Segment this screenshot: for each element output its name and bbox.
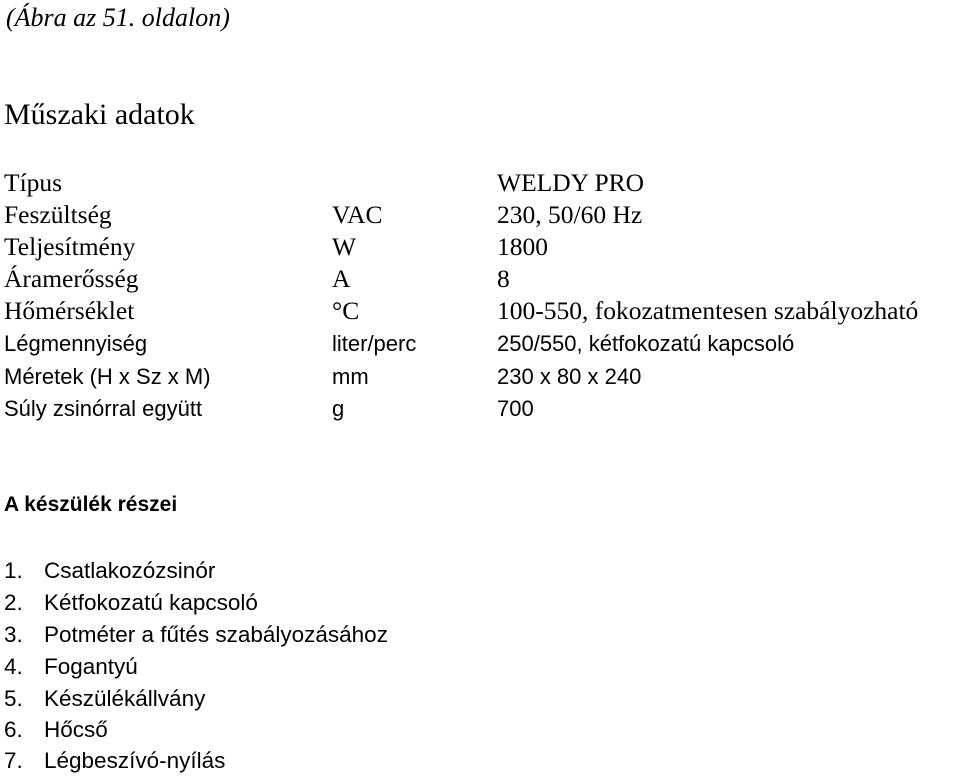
spec-unit: A: [332, 264, 351, 293]
spec-row-airflow: [0, 333, 960, 365]
spec-value: 230, 50/60 Hz: [497, 200, 643, 229]
spec-label: Súly zsinórral együtt: [4, 396, 203, 421]
spec-label: Légmennyiség: [4, 331, 148, 356]
spec-unit: liter/perc: [332, 331, 417, 356]
list-item-label: Hőcső: [44, 717, 108, 742]
list-item-label: Légbeszívó-nyílás: [44, 748, 226, 773]
list-item: [4, 624, 388, 647]
spec-row-dimensions: [0, 366, 960, 398]
spec-label: Feszültség: [4, 200, 112, 229]
list-item-label: Készülékállvány: [44, 686, 206, 711]
list-item: [4, 656, 138, 679]
spec-label: Áramerősség: [4, 264, 139, 293]
list-item: [4, 750, 225, 773]
spec-label: Hőmérséklet: [4, 296, 135, 325]
spec-row-weight: [0, 398, 960, 430]
list-item: [4, 592, 258, 615]
spec-value: 250/550, kétfokozatú kapcsoló: [497, 331, 795, 356]
spec-label: Típus: [4, 168, 63, 197]
spec-unit: °C: [332, 296, 360, 325]
spec-label: Teljesítmény: [4, 232, 136, 261]
list-item-number: 6.: [4, 717, 23, 742]
list-item-number: 5.: [4, 686, 23, 711]
spec-value: 8: [497, 264, 510, 293]
list-item-number: 2.: [4, 590, 23, 615]
list-item-label: Fogantyú: [44, 654, 138, 679]
spec-row-type: [0, 170, 960, 202]
spec-value: 100-550, fokozatmentesen szabályozható: [497, 296, 919, 325]
list-item: [4, 719, 108, 742]
spec-unit: mm: [332, 364, 369, 389]
list-item-label: Csatlakozózsinór: [44, 558, 216, 583]
list-item-label: Kétfokozatú kapcsoló: [44, 590, 258, 615]
spec-value: WELDY PRO: [497, 168, 645, 197]
spec-row-voltage: [0, 202, 960, 234]
list-item: [4, 688, 205, 711]
spec-row-temperature: [0, 298, 960, 330]
spec-unit: W: [332, 232, 357, 261]
page-caption: (Ábra az 51. oldalon): [6, 3, 230, 32]
list-item-number: 4.: [4, 654, 23, 679]
spec-row-current: [0, 266, 960, 298]
spec-label: Méretek (H x Sz x M): [4, 364, 211, 389]
list-item-number: 7.: [4, 748, 23, 773]
parts-title: A készülék részei: [4, 493, 178, 516]
list-item-label: Potméter a fűtés szabályozásához: [44, 622, 388, 647]
spec-value: 230 x 80 x 240: [497, 364, 642, 389]
list-item-number: 3.: [4, 622, 23, 647]
spec-value: 700: [497, 396, 534, 421]
specs-title: Műszaki adatok: [4, 98, 195, 131]
spec-row-power: [0, 234, 960, 266]
list-item-number: 1.: [4, 558, 23, 583]
spec-value: 1800: [497, 232, 548, 261]
list-item: [4, 560, 215, 583]
spec-unit: VAC: [332, 200, 383, 229]
spec-unit: g: [332, 396, 345, 421]
